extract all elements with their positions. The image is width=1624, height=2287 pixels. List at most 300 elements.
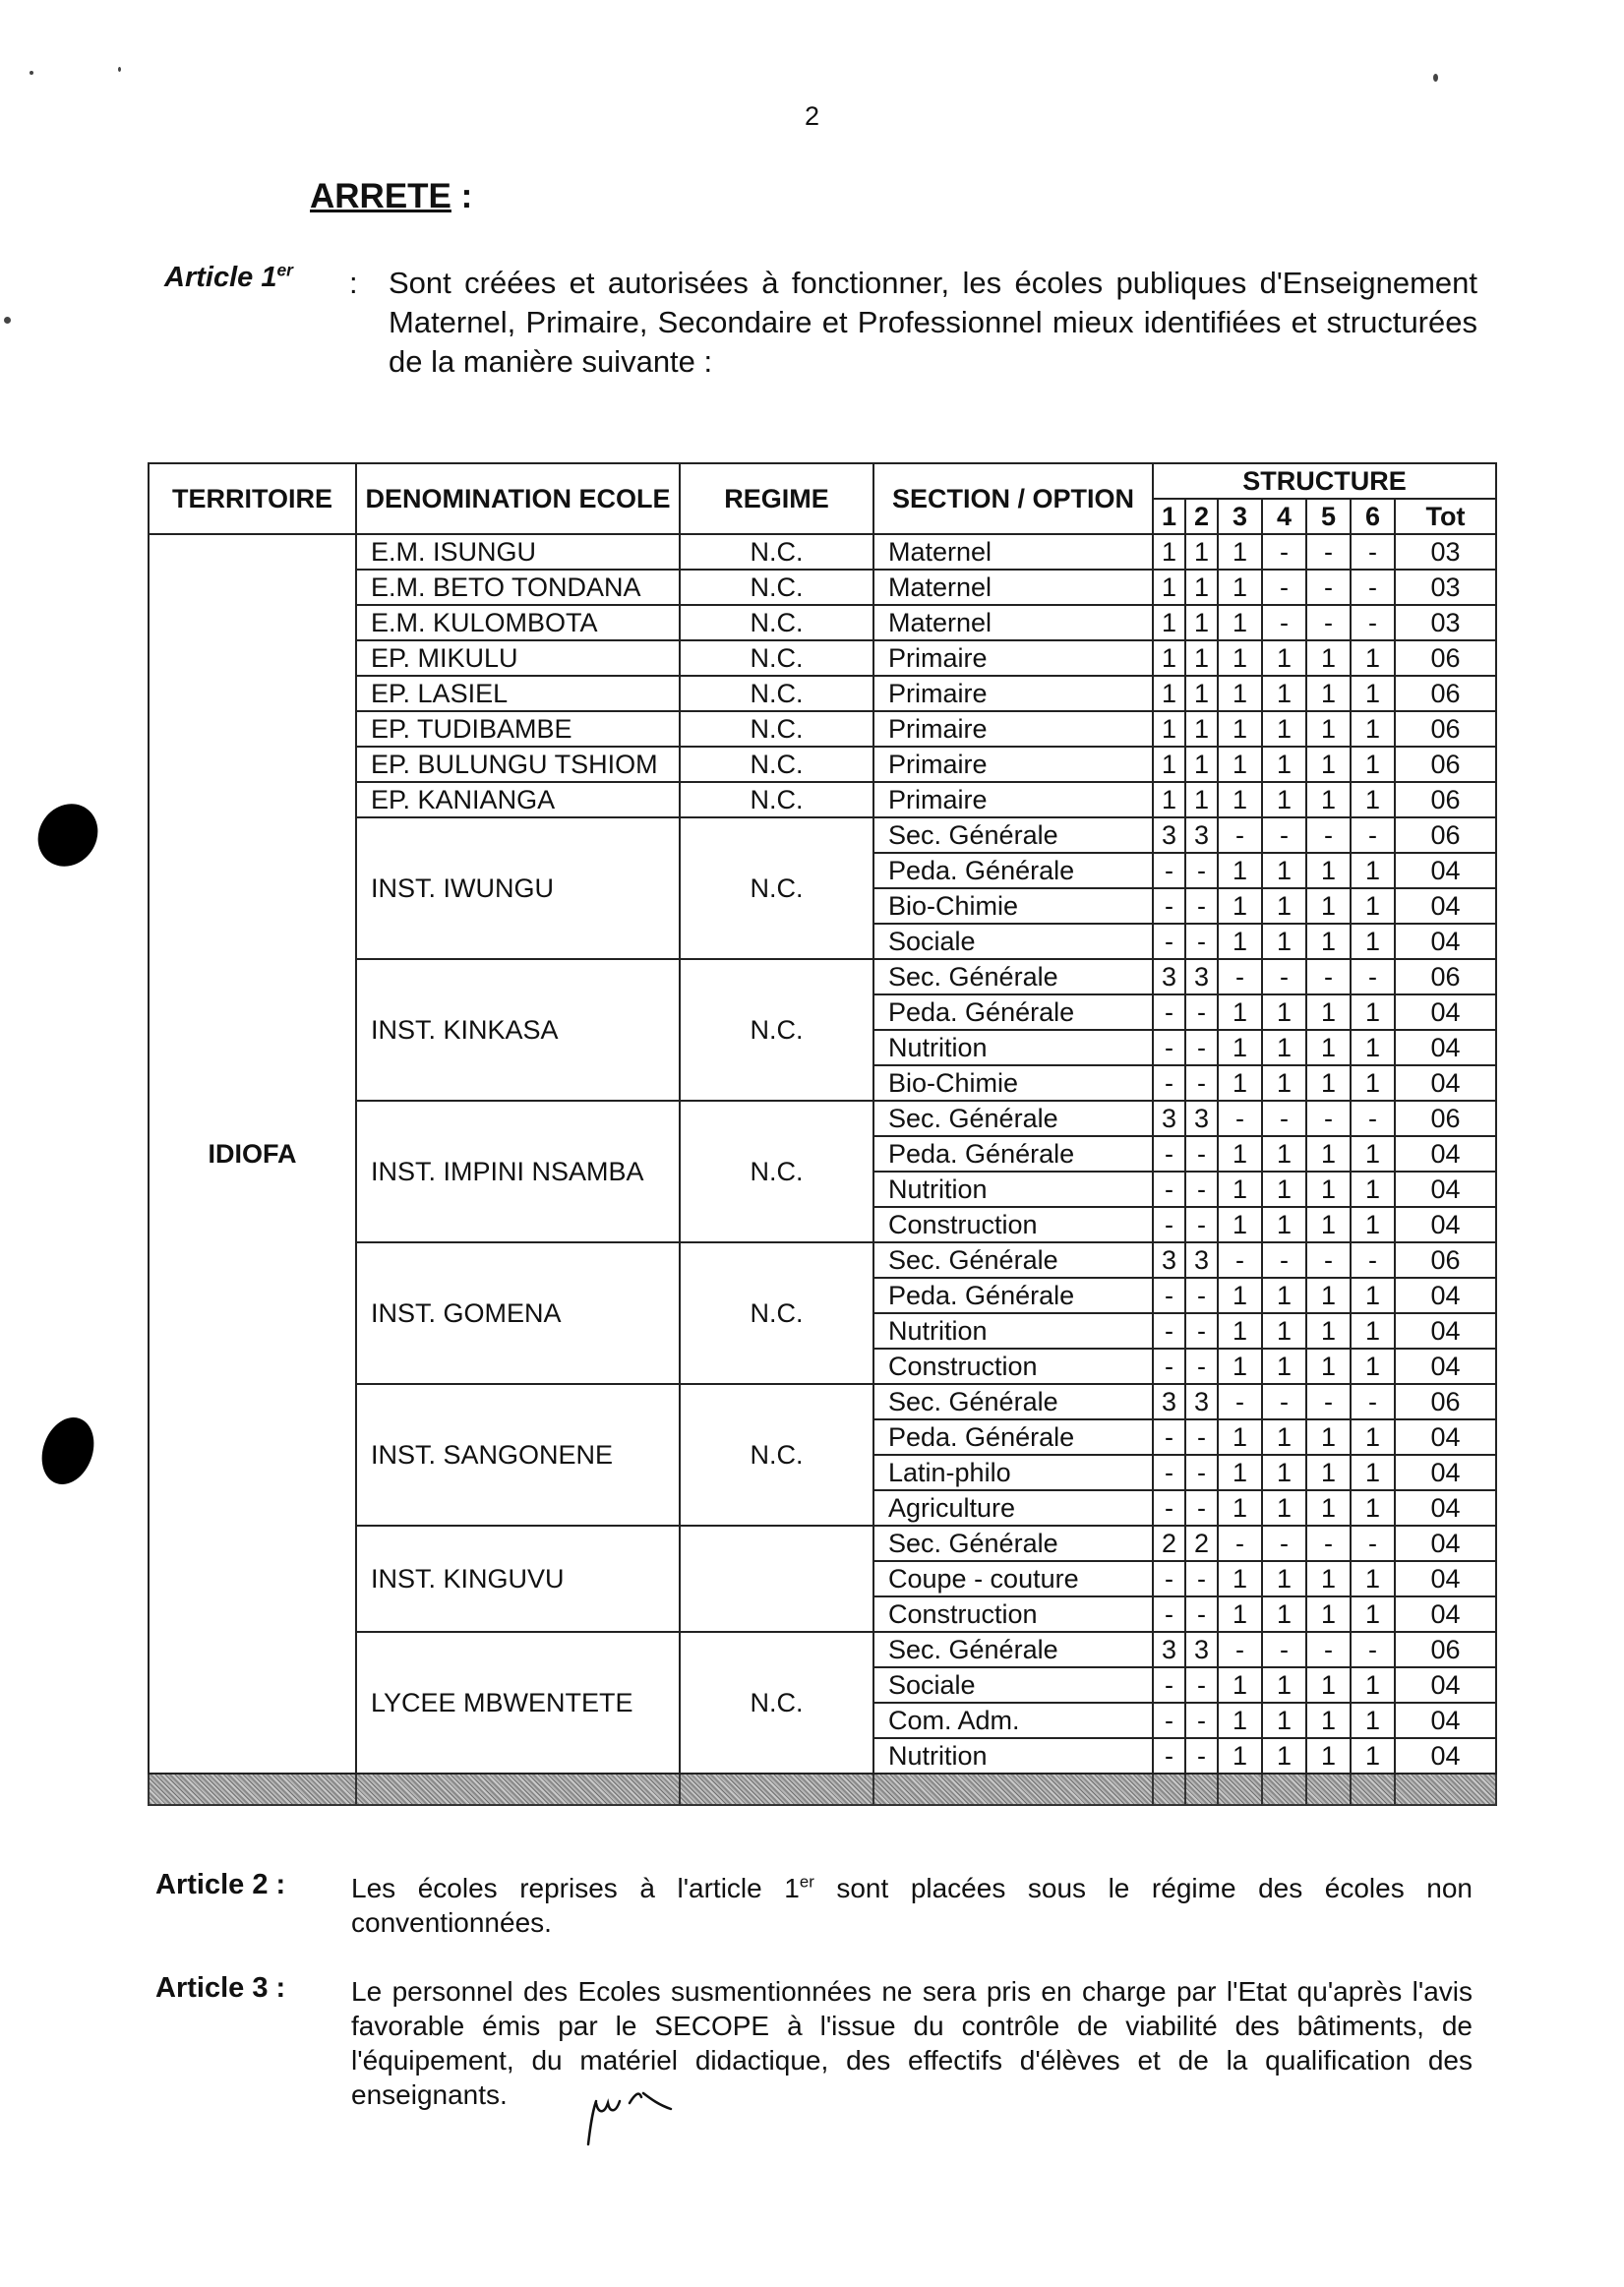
structure-year-5: 1	[1306, 994, 1351, 1030]
structure-year-1: 1	[1153, 640, 1185, 676]
schools-table-body	[149, 534, 1496, 1805]
structure-year-4: 1	[1262, 640, 1306, 676]
structure-year-1: 1	[1153, 605, 1185, 640]
school-section: Sec. Générale	[873, 1384, 1153, 1419]
school-name: EP. TUDIBAMBE	[356, 711, 680, 747]
structure-year-3: -	[1218, 1526, 1262, 1561]
structure-year-1: 3	[1153, 1632, 1185, 1667]
structure-year-2: -	[1185, 1172, 1218, 1207]
structure-year-5: 1	[1306, 640, 1351, 676]
structure-year-3: 1	[1218, 711, 1262, 747]
structure-year-4: 1	[1262, 924, 1306, 959]
structure-year-3: 1	[1218, 1596, 1262, 1632]
structure-year-3: 1	[1218, 1172, 1262, 1207]
school-regime: N.C.	[680, 959, 873, 1101]
structure-year-6: 1	[1351, 1313, 1395, 1349]
structure-year-4: 1	[1262, 1278, 1306, 1313]
school-section: Peda. Générale	[873, 1136, 1153, 1172]
structure-year-6: 1	[1351, 994, 1395, 1030]
structure-year-5: -	[1306, 605, 1351, 640]
handwritten-initials	[580, 2074, 689, 2152]
structure-year-1: -	[1153, 1419, 1185, 1455]
structure-year-5: -	[1306, 1384, 1351, 1419]
structure-year-6: 1	[1351, 924, 1395, 959]
structure-year-1: -	[1153, 1667, 1185, 1703]
structure-year-4: 1	[1262, 1667, 1306, 1703]
school-section: Peda. Générale	[873, 1419, 1153, 1455]
school-section: Construction	[873, 1349, 1153, 1384]
structure-total: 03	[1395, 570, 1496, 605]
structure-year-6: -	[1351, 1384, 1395, 1419]
school-section: Nutrition	[873, 1738, 1153, 1774]
structure-year-2: 3	[1185, 1242, 1218, 1278]
structure-year-3: -	[1218, 817, 1262, 853]
header-year-6: 6	[1351, 499, 1395, 534]
structure-year-1: 3	[1153, 1242, 1185, 1278]
structure-year-5: -	[1306, 534, 1351, 570]
structure-year-1: 1	[1153, 782, 1185, 817]
structure-year-1: -	[1153, 1313, 1185, 1349]
article-1-label-sup: er	[276, 260, 293, 280]
shaded-cell	[1306, 1774, 1351, 1805]
structure-year-5: 1	[1306, 1596, 1351, 1632]
structure-year-4: 1	[1262, 1065, 1306, 1101]
structure-year-2: 1	[1185, 570, 1218, 605]
structure-year-5: -	[1306, 817, 1351, 853]
structure-year-2: -	[1185, 1703, 1218, 1738]
structure-year-1: -	[1153, 853, 1185, 888]
structure-year-2: -	[1185, 994, 1218, 1030]
structure-year-1: -	[1153, 1703, 1185, 1738]
school-section: Primaire	[873, 676, 1153, 711]
structure-year-5: 1	[1306, 1490, 1351, 1526]
structure-total: 04	[1395, 1419, 1496, 1455]
school-section: Agriculture	[873, 1490, 1153, 1526]
structure-total: 04	[1395, 1172, 1496, 1207]
structure-year-2: -	[1185, 1030, 1218, 1065]
structure-year-5: 1	[1306, 782, 1351, 817]
school-name: INST. IMPINI NSAMBA	[356, 1101, 680, 1242]
school-regime: N.C.	[680, 1384, 873, 1526]
structure-year-4: -	[1262, 959, 1306, 994]
school-section: Nutrition	[873, 1313, 1153, 1349]
structure-total: 03	[1395, 605, 1496, 640]
structure-year-1: 1	[1153, 676, 1185, 711]
structure-year-4: 1	[1262, 853, 1306, 888]
structure-year-6: 1	[1351, 1349, 1395, 1384]
school-section: Peda. Générale	[873, 994, 1153, 1030]
structure-year-4: -	[1262, 1632, 1306, 1667]
structure-year-2: -	[1185, 1207, 1218, 1242]
structure-year-3: 1	[1218, 1561, 1262, 1596]
structure-total: 06	[1395, 782, 1496, 817]
structure-year-4: 1	[1262, 1703, 1306, 1738]
school-regime: N.C.	[680, 782, 873, 817]
structure-total: 04	[1395, 1667, 1496, 1703]
article-2-text-after: sont placées sous le régime des écoles non conventionnées.	[351, 1873, 1473, 1938]
structure-year-4: -	[1262, 1526, 1306, 1561]
structure-year-6: 1	[1351, 640, 1395, 676]
structure-year-1: 3	[1153, 1384, 1185, 1419]
school-section: Sec. Générale	[873, 1101, 1153, 1136]
structure-total: 06	[1395, 817, 1496, 853]
structure-year-5: 1	[1306, 1030, 1351, 1065]
structure-year-6: 1	[1351, 1738, 1395, 1774]
article-2-text-sup: er	[799, 1872, 814, 1892]
structure-year-5: 1	[1306, 1172, 1351, 1207]
school-name: EP. BULUNGU TSHIOM	[356, 747, 680, 782]
structure-year-5: -	[1306, 1242, 1351, 1278]
structure-year-5: 1	[1306, 1738, 1351, 1774]
structure-year-3: 1	[1218, 1065, 1262, 1101]
structure-year-2: 3	[1185, 1632, 1218, 1667]
school-name: INST. SANGONENE	[356, 1384, 680, 1526]
article-1-label-text: Article 1	[164, 262, 277, 293]
header-total: Tot	[1395, 499, 1496, 534]
structure-year-6: -	[1351, 1242, 1395, 1278]
structure-total: 04	[1395, 1278, 1496, 1313]
structure-year-4: 1	[1262, 1490, 1306, 1526]
table-footer-shading	[149, 1774, 1496, 1805]
structure-year-4: 1	[1262, 1349, 1306, 1384]
school-section: Nutrition	[873, 1172, 1153, 1207]
scan-speck	[1433, 74, 1438, 82]
article-2-text-before: Les écoles reprises à l'article 1	[351, 1873, 800, 1903]
structure-year-1: -	[1153, 1349, 1185, 1384]
structure-year-3: -	[1218, 959, 1262, 994]
school-name: EP. MIKULU	[356, 640, 680, 676]
structure-total: 04	[1395, 853, 1496, 888]
structure-year-6: 1	[1351, 1207, 1395, 1242]
structure-year-6: 1	[1351, 1030, 1395, 1065]
structure-total: 04	[1395, 888, 1496, 924]
structure-year-4: 1	[1262, 1172, 1306, 1207]
structure-year-6: 1	[1351, 1703, 1395, 1738]
structure-year-2: -	[1185, 1596, 1218, 1632]
structure-year-5: 1	[1306, 924, 1351, 959]
structure-year-1: -	[1153, 1065, 1185, 1101]
shaded-cell	[1185, 1774, 1218, 1805]
school-section: Sec. Générale	[873, 1632, 1153, 1667]
structure-year-2: 3	[1185, 1384, 1218, 1419]
school-name: INST. KINGUVU	[356, 1526, 680, 1632]
structure-year-4: 1	[1262, 711, 1306, 747]
structure-year-4: 1	[1262, 1419, 1306, 1455]
structure-year-5: -	[1306, 1632, 1351, 1667]
structure-year-4: 1	[1262, 676, 1306, 711]
school-section: Primaire	[873, 640, 1153, 676]
school-section: Coupe - couture	[873, 1561, 1153, 1596]
structure-year-2: 2	[1185, 1526, 1218, 1561]
structure-year-5: 1	[1306, 676, 1351, 711]
structure-year-4: 1	[1262, 747, 1306, 782]
structure-year-1: 3	[1153, 1101, 1185, 1136]
structure-year-6: 1	[1351, 1596, 1395, 1632]
structure-year-4: 1	[1262, 888, 1306, 924]
school-name: E.M. KULOMBOTA	[356, 605, 680, 640]
structure-year-2: -	[1185, 1738, 1218, 1774]
scan-speck	[4, 317, 11, 324]
structure-year-4: -	[1262, 1384, 1306, 1419]
structure-year-4: 1	[1262, 994, 1306, 1030]
school-section: Peda. Générale	[873, 853, 1153, 888]
structure-year-3: 1	[1218, 1703, 1262, 1738]
page-number: 2	[804, 101, 820, 131]
structure-year-1: 1	[1153, 570, 1185, 605]
school-name: EP. KANIANGA	[356, 782, 680, 817]
structure-year-6: 1	[1351, 1419, 1395, 1455]
structure-year-2: -	[1185, 1667, 1218, 1703]
structure-year-3: 1	[1218, 640, 1262, 676]
structure-year-3: 1	[1218, 570, 1262, 605]
structure-year-4: 1	[1262, 1596, 1306, 1632]
structure-year-6: 1	[1351, 853, 1395, 888]
article-2-text	[351, 1871, 1473, 1940]
school-regime: N.C.	[680, 1101, 873, 1242]
structure-year-2: -	[1185, 1349, 1218, 1384]
school-name: E.M. BETO TONDANA	[356, 570, 680, 605]
decree-heading-colon: :	[451, 177, 473, 215]
shaded-cell	[1262, 1774, 1306, 1805]
structure-year-3: 1	[1218, 605, 1262, 640]
structure-year-2: 1	[1185, 605, 1218, 640]
school-name: INST. GOMENA	[356, 1242, 680, 1384]
structure-total: 04	[1395, 1349, 1496, 1384]
school-section: Bio-Chimie	[873, 1065, 1153, 1101]
structure-year-6: -	[1351, 570, 1395, 605]
structure-year-3: 1	[1218, 1313, 1262, 1349]
structure-year-3: 1	[1218, 994, 1262, 1030]
structure-year-1: -	[1153, 888, 1185, 924]
structure-year-3: 1	[1218, 747, 1262, 782]
shaded-cell	[1153, 1774, 1185, 1805]
school-section: Sociale	[873, 924, 1153, 959]
structure-total: 06	[1395, 959, 1496, 994]
structure-year-5: -	[1306, 1526, 1351, 1561]
structure-total: 06	[1395, 1632, 1496, 1667]
structure-year-1: 1	[1153, 747, 1185, 782]
header-denomination: DENOMINATION ECOLE	[356, 463, 680, 534]
structure-total: 04	[1395, 924, 1496, 959]
structure-year-2: 3	[1185, 1101, 1218, 1136]
header-year-4: 4	[1262, 499, 1306, 534]
structure-total: 06	[1395, 1242, 1496, 1278]
structure-year-5: 1	[1306, 1065, 1351, 1101]
structure-year-1: -	[1153, 1207, 1185, 1242]
school-name: INST. IWUNGU	[356, 817, 680, 959]
school-section: Primaire	[873, 747, 1153, 782]
structure-total: 06	[1395, 1101, 1496, 1136]
structure-year-2: -	[1185, 1561, 1218, 1596]
structure-total: 06	[1395, 676, 1496, 711]
structure-total: 04	[1395, 1065, 1496, 1101]
structure-year-3: 1	[1218, 676, 1262, 711]
structure-year-2: -	[1185, 1313, 1218, 1349]
structure-year-2: -	[1185, 1278, 1218, 1313]
structure-year-1: -	[1153, 1738, 1185, 1774]
territoire-cell: IDIOFA	[149, 534, 356, 1774]
structure-year-1: 1	[1153, 534, 1185, 570]
shaded-cell	[356, 1774, 680, 1805]
structure-year-4: 1	[1262, 1738, 1306, 1774]
structure-year-3: 1	[1218, 1136, 1262, 1172]
structure-total: 04	[1395, 1030, 1496, 1065]
structure-year-5: 1	[1306, 1455, 1351, 1490]
structure-year-6: -	[1351, 817, 1395, 853]
structure-year-6: 1	[1351, 1136, 1395, 1172]
school-section: Sec. Générale	[873, 959, 1153, 994]
structure-total: 04	[1395, 1738, 1496, 1774]
structure-year-1: 3	[1153, 959, 1185, 994]
structure-year-5: 1	[1306, 888, 1351, 924]
school-section: Com. Adm.	[873, 1703, 1153, 1738]
structure-year-4: 1	[1262, 1455, 1306, 1490]
structure-year-5: 1	[1306, 1419, 1351, 1455]
structure-year-1: -	[1153, 1561, 1185, 1596]
structure-year-1: -	[1153, 924, 1185, 959]
structure-year-3: 1	[1218, 853, 1262, 888]
school-name: LYCEE MBWENTETE	[356, 1632, 680, 1774]
structure-year-5: 1	[1306, 1667, 1351, 1703]
structure-year-6: -	[1351, 959, 1395, 994]
school-section: Primaire	[873, 711, 1153, 747]
ink-blot	[26, 792, 109, 877]
structure-year-2: 1	[1185, 676, 1218, 711]
structure-year-3: -	[1218, 1384, 1262, 1419]
structure-year-3: 1	[1218, 1738, 1262, 1774]
structure-total: 04	[1395, 1526, 1496, 1561]
structure-year-4: -	[1262, 570, 1306, 605]
article-1-text: Sont créées et autorisées à fonctionner, les écoles publiques d'Enseignement Maternel, Primaire, Secondaire et Professionnel mieux identifiées et structurées de la manière suivante :	[389, 266, 1477, 379]
structure-year-6: 1	[1351, 1065, 1395, 1101]
structure-year-6: 1	[1351, 1172, 1395, 1207]
structure-total: 04	[1395, 1313, 1496, 1349]
structure-year-6: 1	[1351, 1667, 1395, 1703]
structure-year-6: -	[1351, 1632, 1395, 1667]
structure-year-5: 1	[1306, 747, 1351, 782]
structure-year-1: -	[1153, 1278, 1185, 1313]
structure-year-6: 1	[1351, 1455, 1395, 1490]
structure-total: 03	[1395, 534, 1496, 570]
shaded-cell	[1218, 1774, 1262, 1805]
structure-year-1: 3	[1153, 817, 1185, 853]
school-section: Sec. Générale	[873, 817, 1153, 853]
structure-year-4: 1	[1262, 1136, 1306, 1172]
structure-total: 06	[1395, 640, 1496, 676]
structure-year-3: 1	[1218, 1490, 1262, 1526]
school-name: E.M. ISUNGU	[356, 534, 680, 570]
structure-year-2: 1	[1185, 711, 1218, 747]
scan-speck	[30, 71, 33, 75]
structure-year-5: 1	[1306, 1561, 1351, 1596]
structure-year-4: 1	[1262, 1030, 1306, 1065]
structure-year-6: 1	[1351, 1278, 1395, 1313]
structure-year-6: 1	[1351, 782, 1395, 817]
structure-year-4: 1	[1262, 1561, 1306, 1596]
school-section: Latin-philo	[873, 1455, 1153, 1490]
school-regime: N.C.	[680, 1632, 873, 1774]
structure-year-6: -	[1351, 1526, 1395, 1561]
structure-year-4: -	[1262, 605, 1306, 640]
school-section: Construction	[873, 1207, 1153, 1242]
structure-year-6: 1	[1351, 676, 1395, 711]
school-regime: N.C.	[680, 711, 873, 747]
structure-year-3: 1	[1218, 1030, 1262, 1065]
structure-total: 04	[1395, 1596, 1496, 1632]
structure-year-6: 1	[1351, 711, 1395, 747]
school-section: Primaire	[873, 782, 1153, 817]
structure-year-2: -	[1185, 1490, 1218, 1526]
structure-year-2: -	[1185, 853, 1218, 888]
scan-speck	[118, 67, 121, 72]
structure-year-6: 1	[1351, 747, 1395, 782]
header-territoire: TERRITOIRE	[149, 463, 356, 534]
school-regime: N.C.	[680, 534, 873, 570]
structure-year-5: 1	[1306, 853, 1351, 888]
structure-year-1: -	[1153, 1136, 1185, 1172]
structure-year-2: -	[1185, 1136, 1218, 1172]
structure-year-3: 1	[1218, 924, 1262, 959]
structure-year-1: -	[1153, 1172, 1185, 1207]
structure-year-3: 1	[1218, 1455, 1262, 1490]
structure-year-3: 1	[1218, 888, 1262, 924]
school-regime: N.C.	[680, 640, 873, 676]
school-section: Peda. Générale	[873, 1278, 1153, 1313]
structure-year-6: 1	[1351, 888, 1395, 924]
structure-year-4: -	[1262, 817, 1306, 853]
structure-year-3: 1	[1218, 1667, 1262, 1703]
school-section: Construction	[873, 1596, 1153, 1632]
structure-year-1: 2	[1153, 1526, 1185, 1561]
structure-year-3: -	[1218, 1242, 1262, 1278]
article-2-label: Article 2 :	[155, 1869, 286, 1900]
structure-year-4: 1	[1262, 782, 1306, 817]
school-regime: N.C.	[680, 570, 873, 605]
decree-heading	[310, 177, 472, 216]
school-section: Bio-Chimie	[873, 888, 1153, 924]
shaded-cell	[1395, 1774, 1496, 1805]
header-section: SECTION / OPTION	[873, 463, 1153, 534]
structure-year-5: 1	[1306, 1703, 1351, 1738]
structure-year-3: 1	[1218, 534, 1262, 570]
structure-year-3: 1	[1218, 1419, 1262, 1455]
structure-year-6: 1	[1351, 1561, 1395, 1596]
structure-total: 04	[1395, 1490, 1496, 1526]
structure-year-2: 3	[1185, 817, 1218, 853]
table-row	[149, 534, 1496, 570]
structure-total: 04	[1395, 1455, 1496, 1490]
structure-year-2: 3	[1185, 959, 1218, 994]
structure-year-3: 1	[1218, 782, 1262, 817]
structure-total: 06	[1395, 747, 1496, 782]
header-year-5: 5	[1306, 499, 1351, 534]
structure-year-2: -	[1185, 1065, 1218, 1101]
structure-total: 04	[1395, 994, 1496, 1030]
structure-year-2: -	[1185, 1455, 1218, 1490]
structure-year-2: -	[1185, 924, 1218, 959]
structure-year-2: -	[1185, 888, 1218, 924]
structure-year-5: -	[1306, 1101, 1351, 1136]
structure-year-5: 1	[1306, 711, 1351, 747]
structure-year-6: -	[1351, 1101, 1395, 1136]
school-name: INST. KINKASA	[356, 959, 680, 1101]
structure-year-3: 1	[1218, 1349, 1262, 1384]
header-year-3: 3	[1218, 499, 1262, 534]
school-section: Sec. Générale	[873, 1242, 1153, 1278]
structure-year-3: -	[1218, 1632, 1262, 1667]
structure-year-1: -	[1153, 1455, 1185, 1490]
header-year-1: 1	[1153, 499, 1185, 534]
